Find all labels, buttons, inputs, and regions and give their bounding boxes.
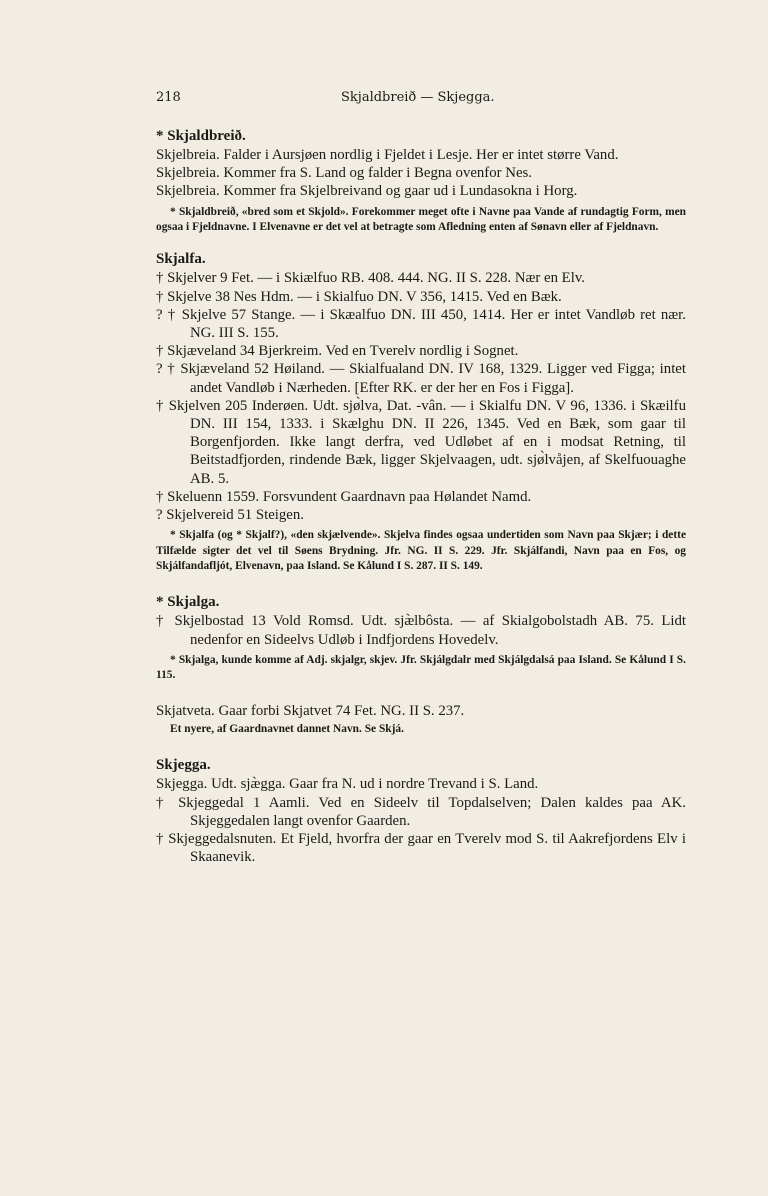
entry: Skjelbreia. Kommer fra S. Land og falder i Begna ovenfor Nes. [156,165,532,182]
section-heading: Skjalfa. [156,251,206,268]
entry: † Skjelve 38 Nes Hdm. — i Skialfuo DN. V 356, 1415. Ved en Bæk. [156,288,562,305]
section-heading: Skjegga. [156,757,211,774]
entry: Skjatveta. Gaar forbi Skjatvet 74 Fet. NG. II S. 237. [156,702,465,719]
section-skjatveta [156,702,686,738]
running-title: Skjaldbreið — Skjegga. [341,90,495,105]
section-skjalga [156,592,686,683]
entry: Skjegga. Udt. sjæ̀gga. Gaar fra N. ud i nordre Trevand i S. Land. [156,776,539,793]
entry: ? † Skjæveland 52 Høiland. — Skialfualand DN. IV 168, 1329. Ligger ved Figga; intet andet Vandløb i Nærheden. [Efter RK. er der her en Fos i Figga]. [156,361,686,396]
entry: † Skjeggedal 1 Aamli. Ved en Sideelv til Topdalselven; Dalen kaldes paa AK. Skjeggedalen langt ovenfor Gaarden. [156,794,686,829]
entry: † Skeluenn 1559. Forsvundent Gaardnavn paa Hølandet Namd. [156,488,532,505]
etymology-note: * Skjaldbreið, «bred som et Skjold». Forekommer meget ofte i Navne paa Vande af rundagtig Form, men ogsaa i Fjeldnavne. I Elvenavne er det vel at betragte som Afledning enten af Sønavn eller af Fjeldnavn. [156,205,686,234]
etymology-note: * Skjalfa (og * Skjalf?), «den skjælvende». Skjelva findes ogsaa undertiden som Navn paa Skjær; i dette Tilfælde sigter det vel til Søens Brydning. Jfr. NG. II S. 229. Jfr. Skjálfandi, Navn paa en Fos, og Skjálfandafljót, Elvenavn, paa Island. Se Kålund I S. 287. II S. 149. [156,529,686,573]
section-heading: * Skjalga. [156,594,220,611]
page-number: 218 [156,90,181,105]
entry: † Skjelbostad 13 Vold Romsd. Udt. sjæ̀lbôsta. — af Skialgobolstadh AB. 75. Lidt nedenfor en Sideelvs Udløb i Indfjordens Hovedelv. [156,613,686,648]
entry: ? † Skjelve 57 Stange. — i Skæalfuo DN. III 450, 1414. Her er intet Vandløb ret nær. NG. III S. 155. [156,306,686,342]
page-content [156,126,686,866]
section-skjalfa [156,249,686,574]
section-skjaldbreid [156,126,686,235]
entry: † Skjelven 205 Inderøen. Udt. sjø̀lva, Dat. -vân. — i Skialfu DN. V 96, 1336. i Skæilfu DN. III 154, 1333. i Skælghu DN. II 226, 1345. Ved en Bæk, som gaar til Borgenfjorden. Ikke langt derfra, ved Udløbet af en i modsat Retning, til Beitstadfjorden, rindende Bæk, ligger Skjelvaagen, udt. sjø̀lvåjen, af Skelfuouaghe AB. 5. [156,397,686,487]
entry: † Skjeggedalsnuten. Et Fjeld, hvorfra der gaar en Tverelv mod S. til Aakrefjordens Elv i Skaanevik. [156,830,686,866]
etymology-note: * Skjalga, kunde komme af Adj. skjalgr, skjev. Jfr. Skjálgdalr med Skjálgdalsá paa Island. Se Kålund I S. 115. [156,653,686,682]
section-heading: * Skjaldbreið. [156,128,246,144]
entry: Skjelbreia. Falder i Aursjøen nordlig i Fjeldet i Lesje. Her er intet større Vand. [156,147,619,163]
entry: Skjelbreia. Kommer fra Skjelbreivand og gaar ud i Lundasokna i Horg. [156,183,578,200]
entry: † Skjelver 9 Fet. — i Skiælfuo RB. 408. 444. NG. II S. 228. Nær en Elv. [156,270,585,287]
section-skjegga [156,755,686,866]
entry: ? Skjelvereid 51 Steigen. [156,507,304,524]
page-header [156,90,686,105]
entry: † Skjæveland 34 Bjerkreim. Ved en Tverelv nordlig i Sognet. [156,343,519,360]
etymology-note: Et nyere, af Gaardnavnet dannet Navn. Se Skjá. [170,722,404,735]
